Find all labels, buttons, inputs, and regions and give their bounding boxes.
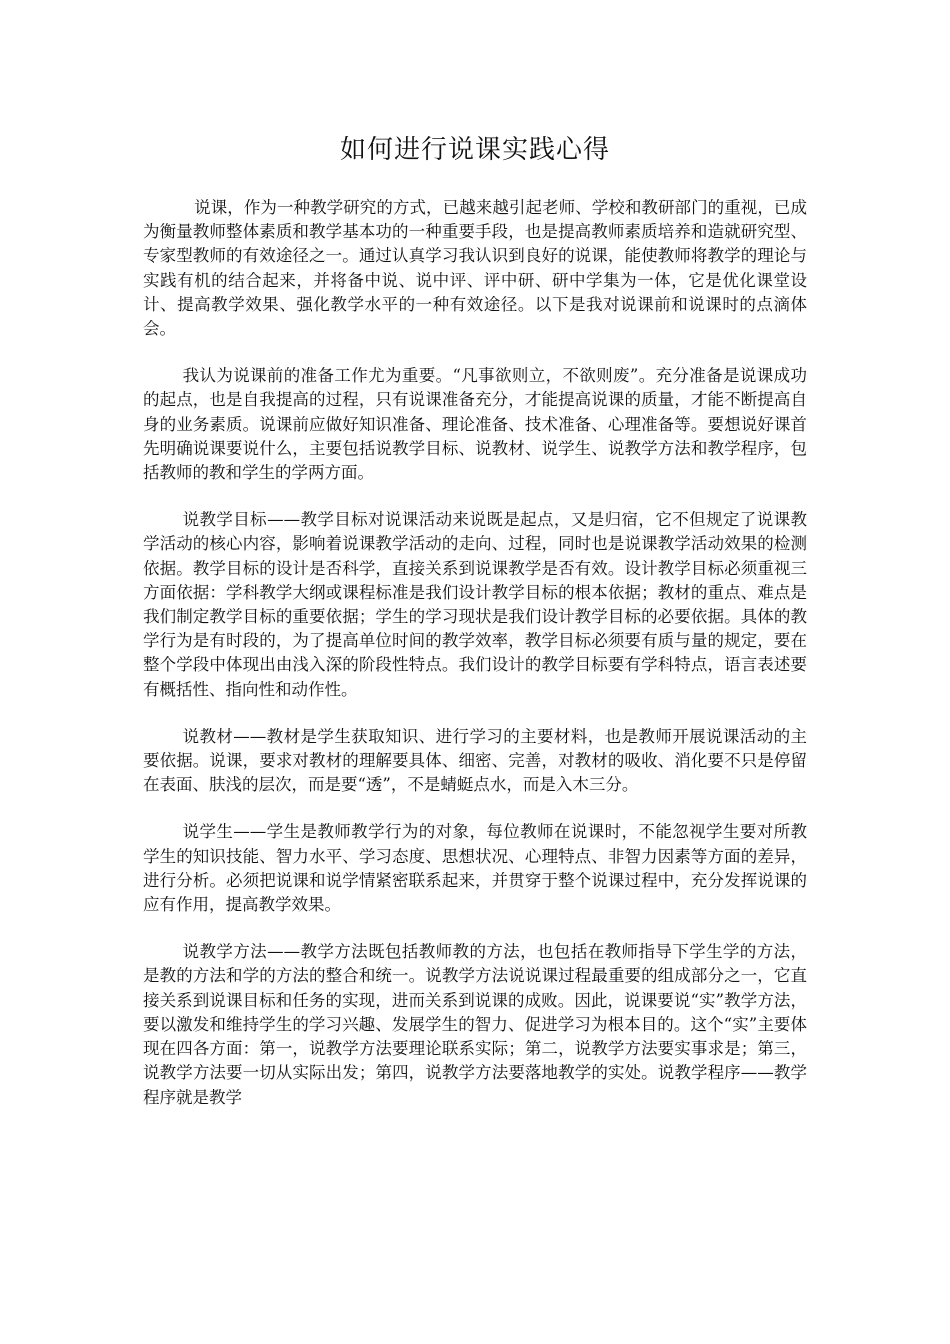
- paragraph-intro: 说课，作为一种教学研究的方式，已越来越引起老师、学校和教研部门的重视，已成为衡量教师整体素质和教学基本功的一种重要手段，也是提高教师素质培养和造就研究型、专家型教师的有效途径之一。通过认真学习我认识到良好的说课，能使教师将教学的理论与实践有机的结合起来，并将备中说、说中评、评中研、研中学集为一体，它是优化课堂设计、提高教学效果、强化教学水平的一种有效途径。以下是我对说课前和说课时的点滴体会。: [143, 198, 807, 339]
- paragraph-teaching-materials: 说教材——教材是学生获取知识、进行学习的主要材料，也是教师开展说课活动的主要依据。说课，要求对教材的理解要具体、细密、完善，对教材的吸收、消化要不只是停留在表面、肤浅的层次，而是要“透”，不是蜻蜓点水，而是入木三分。: [143, 726, 807, 795]
- paragraph-students: 说学生——学生是教师教学行为的对象，每位教师在说课时，不能忽视学生要对所教学生的知识技能、智力水平、学习态度、思想状况、心理特点、非智力因素等方面的差异，进行分析。必须把说课和说学情紧密联系起来，并贯穿于整个说课过程中，充分发挥说课的应有作用，提高教学效果。: [143, 822, 807, 915]
- document-title: 如何进行说课实践心得: [339, 135, 610, 165]
- document-body: [143, 196, 807, 1133]
- paragraph-teaching-objectives: 说教学目标——教学目标对说课活动来说既是起点，又是归宿，它不但规定了说课教学活动的核心内容，影响着说课教学活动的走向、过程，同时也是说课教学活动效果的检测依据。教学目标的设计是否科学，直接关系到说课教学是否有效。设计教学目标必须重视三方面依据：学科教学大纲或课程标准是我们设计教学目标的根本依据；教材的重点、难点是我们制定教学目标的重要依据；学生的学习现状是我们设计教学目标的必要依据。具体的教学行为是有时段的，为了提高单位时间的教学效率，教学目标必须要有质与量的规定，要在整个学段中体现出由浅入深的阶段性特点。我们设计的教学目标要有学科特点，语言表述要有概括性、指向性和动作性。: [143, 510, 807, 699]
- paragraph-teaching-methods: 说教学方法——教学方法既包括教师教的方法，也包括在教师指导下学生学的方法，是教的方法和学的方法的整合和统一。说教学方法说说课过程最重要的组成部分之一，它直接关系到说课目标和任务的实现，进而关系到说课的成败。因此，说课要说“实”教学方法，要以激发和维持学生的学习兴趣、发展学生的智力、促进学习为根本目的。这个“实”主要体现在四各方面：第一，说教学方法要理论联系实际；第二，说教学方法要实事求是；第三，说教学方法要一切从实际出发；第四，说教学方法要落地教学的实处。说教学程序——教学程序就是教学: [143, 942, 807, 1107]
- paragraph-preparation: 我认为说课前的准备工作尤为重要。“凡事欲则立，不欲则废”。充分准备是说课成功的起点，也是自我提高的过程，只有说课准备充分，才能提高说课的质量，才能不断提高自身的业务素质。说课前应做好知识准备、理论准备、技术准备、心理准备等。要想说好课首先明确说课要说什么，主要包括说教学目标、说教材、说学生、说教学方法和教学程序，包括教师的教和学生的学两方面。: [143, 366, 807, 483]
